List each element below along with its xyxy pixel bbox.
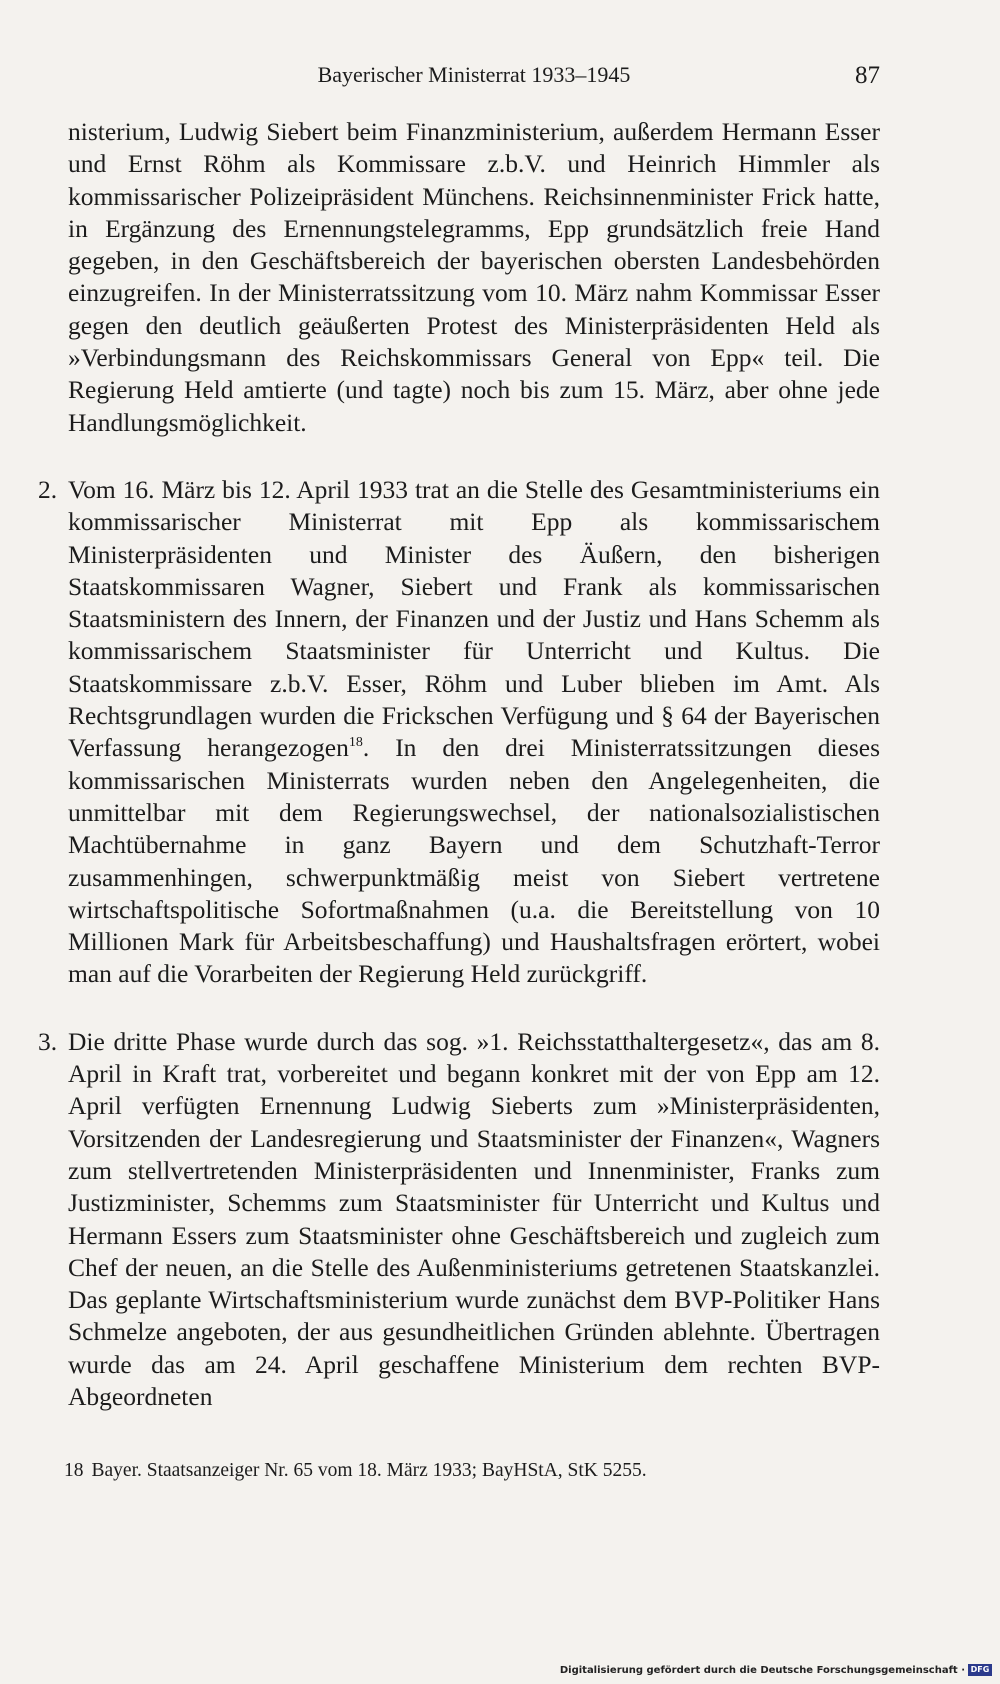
footnote-text: Bayer. Staatsanzeiger Nr. 65 vom 18. März 1933; BayHStA, StK 5255. — [91, 1460, 647, 1481]
list-item-text: Vom 16. März bis 12. April 1933 trat an die Stelle des Gesamtministeriums ein kommissarischer Ministerrat mit Epp als kommissarischem Ministerpräsidenten und Minister des Äußern, den bisherigen Staatskommissaren Wagner, Siebert und Frank als kommissarischen Staatsministern des Innern, der Finanzen und der Justiz und Hans Schemm als kommissarischem Staatsminister für Unterricht und Kultus. Die Staatskommissare z.b.V. Esser, Röhm und Luber blieben im Amt. Als Rechtsgrundlagen wurden die Frickschen Verfügung und § 64 der Bayerischen Verfassung herangezogen — [68, 474, 880, 763]
page-header — [68, 62, 880, 96]
digitization-credit — [560, 1664, 992, 1676]
credit-text: Digitalisierung gefördert durch die Deutsche Forschungsgemeinschaft · — [559, 1664, 965, 1676]
list-item-2 — [38, 474, 881, 991]
page-number: 87 — [855, 62, 880, 89]
footnote-number: 18 — [64, 1460, 84, 1481]
list-item-text: Die dritte Phase wurde durch das sog. »1. Reichsstatthaltergesetz«, das am 8. April in Kraft trat, vorbereitet und begann konkret mit der von Epp am 12. April verfügten Ernennung Ludwig Sieberts zum »Ministerpräsidenten, Vorsitzenden der Landesregierung und Staatsminister der Finanzen«, Wagners zum stellvertretenden Ministerpräsidenten und Innenminister, Franks zum Justizminister, Schemms zum Staatsminister für Unterricht und Kultus und Hermann Essers zum Staatsminister ohne Geschäftsbereich und zugleich zum Chef der neuen, an die Stelle des Außenministeriums getretenen Staatskanzlei. Das geplante Wirtschaftsministerium wurde zunächst dem BVP-Politiker Hans Schmelze angeboten, der aus gesundheitlichen Gründen ablehnte. Übertragen wurde das am 24. April geschaffene Ministerium dem rechten BVP-Abgeordneten — [68, 1026, 880, 1411]
footnote — [64, 1458, 876, 1484]
list-item-text-continued: . In den drei Ministerratssitzungen dieses kommissarischen Ministerrats wurden neben den Angelegenheiten, die unmittelbar mit dem Regierungswechsel, der nationalsozialistischen Machtübernahme in ganz Bayern und dem Schutzhaft-Terror zusammenhingen, schwerpunktmäßig meist von Siebert vertretene wirtschaftspolitische Sofortmaßnahmen (u.a. die Bereitstellung von 10 Millionen Mark für Arbeitsbeschaffung) und Haushaltsfragen erörtert, wobei man auf die Vorarbeiten der Regierung Held zurückgriff. — [68, 733, 881, 989]
running-title: Bayerischer Ministerrat 1933–1945 — [317, 62, 631, 87]
footnote-reference[interactable]: 18 — [348, 735, 363, 751]
list-item-number: 2. — [38, 474, 58, 504]
list-item-3 — [38, 1026, 880, 1414]
body-text — [38, 116, 881, 1413]
dfg-logo-icon: DFG — [968, 1664, 992, 1676]
intro-paragraph: nisterium, Ludwig Siebert beim Finanzministerium, außerdem Hermann Esser und Ernst Röhm als Kommissare z.b.V. und Heinrich Himmler als kommissarischer Polizeipräsident Münchens. Reichsinnenminister Frick hatte, in Ergänzung des Ernennungstelegramms, Epp grundsätzlich freie Hand gegeben, in den Geschäftsbereich der bayerischen obersten Landesbehörden einzugreifen. In der Ministerratssitzung vom 10. März nahm Kommissar Esser gegen den deutlich geäußerten Protest des Ministerpräsidenten Held als »Verbindungsmann des Reichskommissars General von Epp« teil. Die Regierung Held amtierte (und tagte) noch bis zum 15. März, aber ohne jede Handlungsmöglichkeit. — [68, 117, 880, 437]
list-item-number: 3. — [38, 1026, 58, 1056]
